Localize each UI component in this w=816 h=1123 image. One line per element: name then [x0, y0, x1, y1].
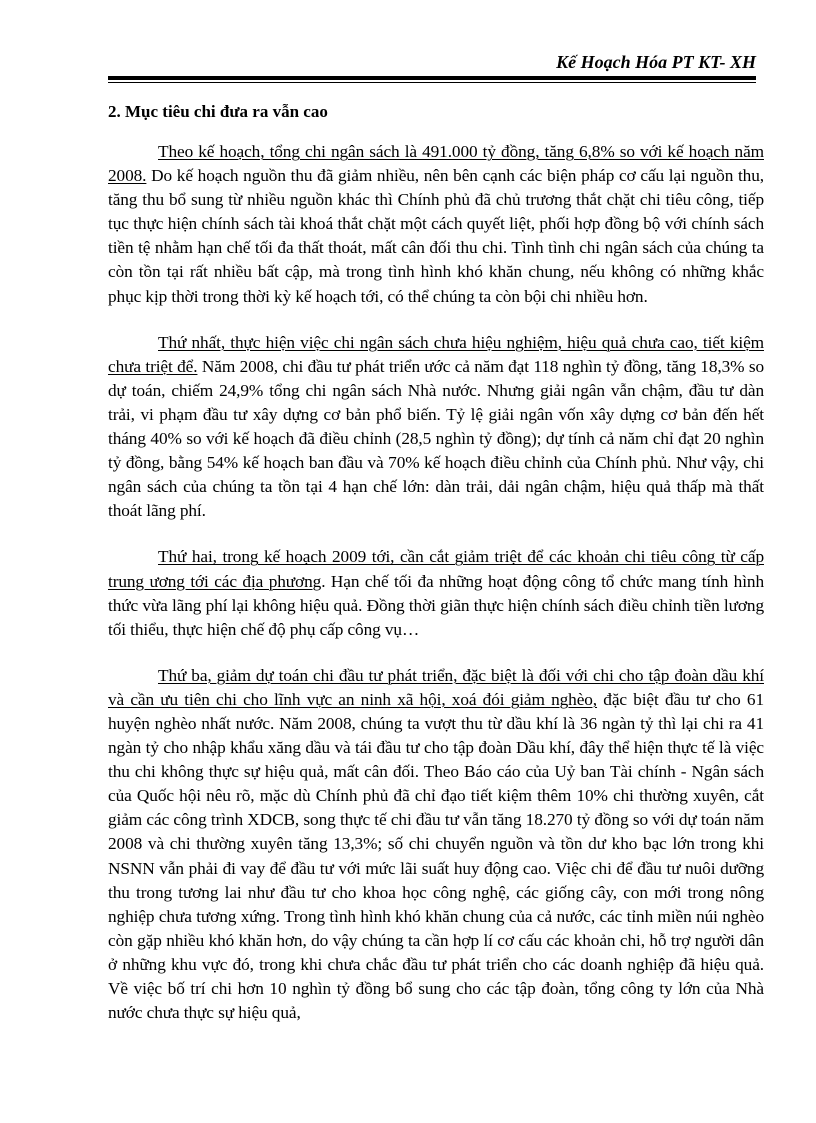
paragraph-body: Năm 2008, chi đầu tư phát triển ước cả năm đạt 118 nghìn tỷ đồng, tăng 18,3% so dự toán, chiếm 24,9% tổng chi ngân sách Nhà nước. Nhưng giải ngân vẫn chậm, đầu tư dàn trải, vi phạm đầu tư xây dựng cơ bản phổ biến. Tỷ lệ giải ngân vốn xây dựng cơ bản đến hết tháng 40% so với kế hoạch đã điều chỉnh (28,5 nghìn tỷ đồng); dự tính cả năm chỉ đạt 20 nghìn tỷ đồng, bằng 54% kế hoạch ban đầu và 70% kế hoạch điều chỉnh của Chính phủ. Như vậy, chi ngân sách của chúng ta tồn tại 4 hạn chế lớn: dàn trải, dải ngân chậm, hiệu quả thấp mà thất thoát lãng phí.: [108, 356, 764, 521]
paragraph: [108, 331, 764, 524]
page-header-title: Kế Hoạch Hóa PT KT- XH: [556, 52, 756, 72]
paragraph-lead: Theo kế hoạch, tổng chi ngân sách là 491.000 tỷ đồng, tăng 6,8% so với kế hoạch năm 2008.: [108, 142, 764, 186]
header-rule-thin: [108, 82, 756, 83]
paragraph: [108, 545, 764, 641]
paragraph-body: Do kế hoạch nguồn thu đã giảm nhiều, nên bên cạnh các biện pháp cơ cấu lại nguồn thu, tăng thu bổ sung từ nhiều nguồn khác thì Chính phủ đã chủ trương thắt chặt chi tiêu công, tiếp tục thực hiện chính sách tài khoá thắt chặt một cách quyết liệt, phối hợp đồng bộ với chính sách tiền tệ nhằm hạn chế tối đa thất thoát, mất cân đối thu chi. Tình tình chi ngân sách của chúng ta còn tồn tại rất nhiều bất cập, mà trong tình hình khó khăn chung, nếu không có những khắc phục kịp thời trong thời kỳ kế hoạch tới, có thể chúng ta còn bội chi nhiều hơn.: [108, 166, 764, 306]
paragraph-lead: Thứ hai, trong kế hoạch 2009 tới, cần cắt giảm triệt để các khoản chi tiêu công từ cấp trung ương tới các địa phương: [108, 547, 764, 591]
paragraph: [108, 664, 764, 1025]
paragraph-lead: Thứ ba, giảm dự toán chi đầu tư phát triển, đặc biệt là đối với chi cho tập đoàn dầu khí và cần ưu tiên chi cho lĩnh vực an ninh xã hội, xoá đói giảm nghèo,: [108, 665, 764, 709]
paragraph-body: đặc biệt đầu tư cho 61 huyện nghèo nhất nước. Năm 2008, chúng ta vượt thu từ dầu khí là 36 ngàn tỷ thì lại chi ra 41 ngàn tỷ cho nhập khẩu xăng dầu và tái đầu tư cho tập đoàn Dầu khí, đây thể hiện thực tế là việc thu chi không thực sự hiệu quả, mất cân đối. Theo Báo cáo của Uỷ ban Tài chính - Ngân sách của Quốc hội nêu rõ, mặc dù Chính phủ đã chỉ đạo tiết kiệm thêm 10% chi thường xuyên, cắt giảm các công trình XDCB, song thực tế chi đầu tư vẫn tăng 18.270 tỷ đồng so với dự toán năm 2008 và chi thường xuyên tăng 13,3%; số chi chuyển nguồn và tồn dư kho bạc lớn trong khi NSNN vẫn phải đi vay để đầu tư với mức lãi suất huy động cao. Việc chi để đầu tư nuôi dưỡng thu trong tương lai như đầu tư cho khoa học công nghệ, các giống cây, con mới trong nông nghiệp chưa tương xứng. Trong tình hình khó khăn chung của cả nước, các tỉnh miền núi nghèo còn gặp nhiều khó khăn hơn, do vậy chúng ta cần hợp lí cơ cấu các khoản chi, hỗ trợ người dân ở những khu vực đó, trong khi chưa chắc đầu tư phát triển cho các doanh nghiệp đã hiệu quả. Về việc bố trí chi hơn 10 nghìn tỷ đồng bổ sung cho các tập đoàn, tổng công ty lớn của Nhà nước chưa thực sự hiệu quả,: [108, 689, 764, 1023]
section-title: 2. Mục tiêu chi đưa ra vẫn cao: [108, 102, 328, 121]
header-rule-thick: [108, 76, 756, 80]
paragraph-body: . Hạn chế tối đa những hoạt động công tổ chức mang tính hình thức vừa lãng phí lại không hiệu quả. Đồng thời giãn thực hiện chính sách điều chỉnh tiền lương tối thiểu, thực hiện chế độ phụ cấp công vụ…: [108, 571, 765, 639]
body-text: [108, 140, 764, 1047]
paragraph-lead: Thứ nhất, thực hiện việc chi ngân sách chưa hiệu nghiệm, hiệu quả chưa cao, tiết kiệm chưa triệt để.: [108, 332, 764, 376]
paragraph: [108, 140, 764, 309]
